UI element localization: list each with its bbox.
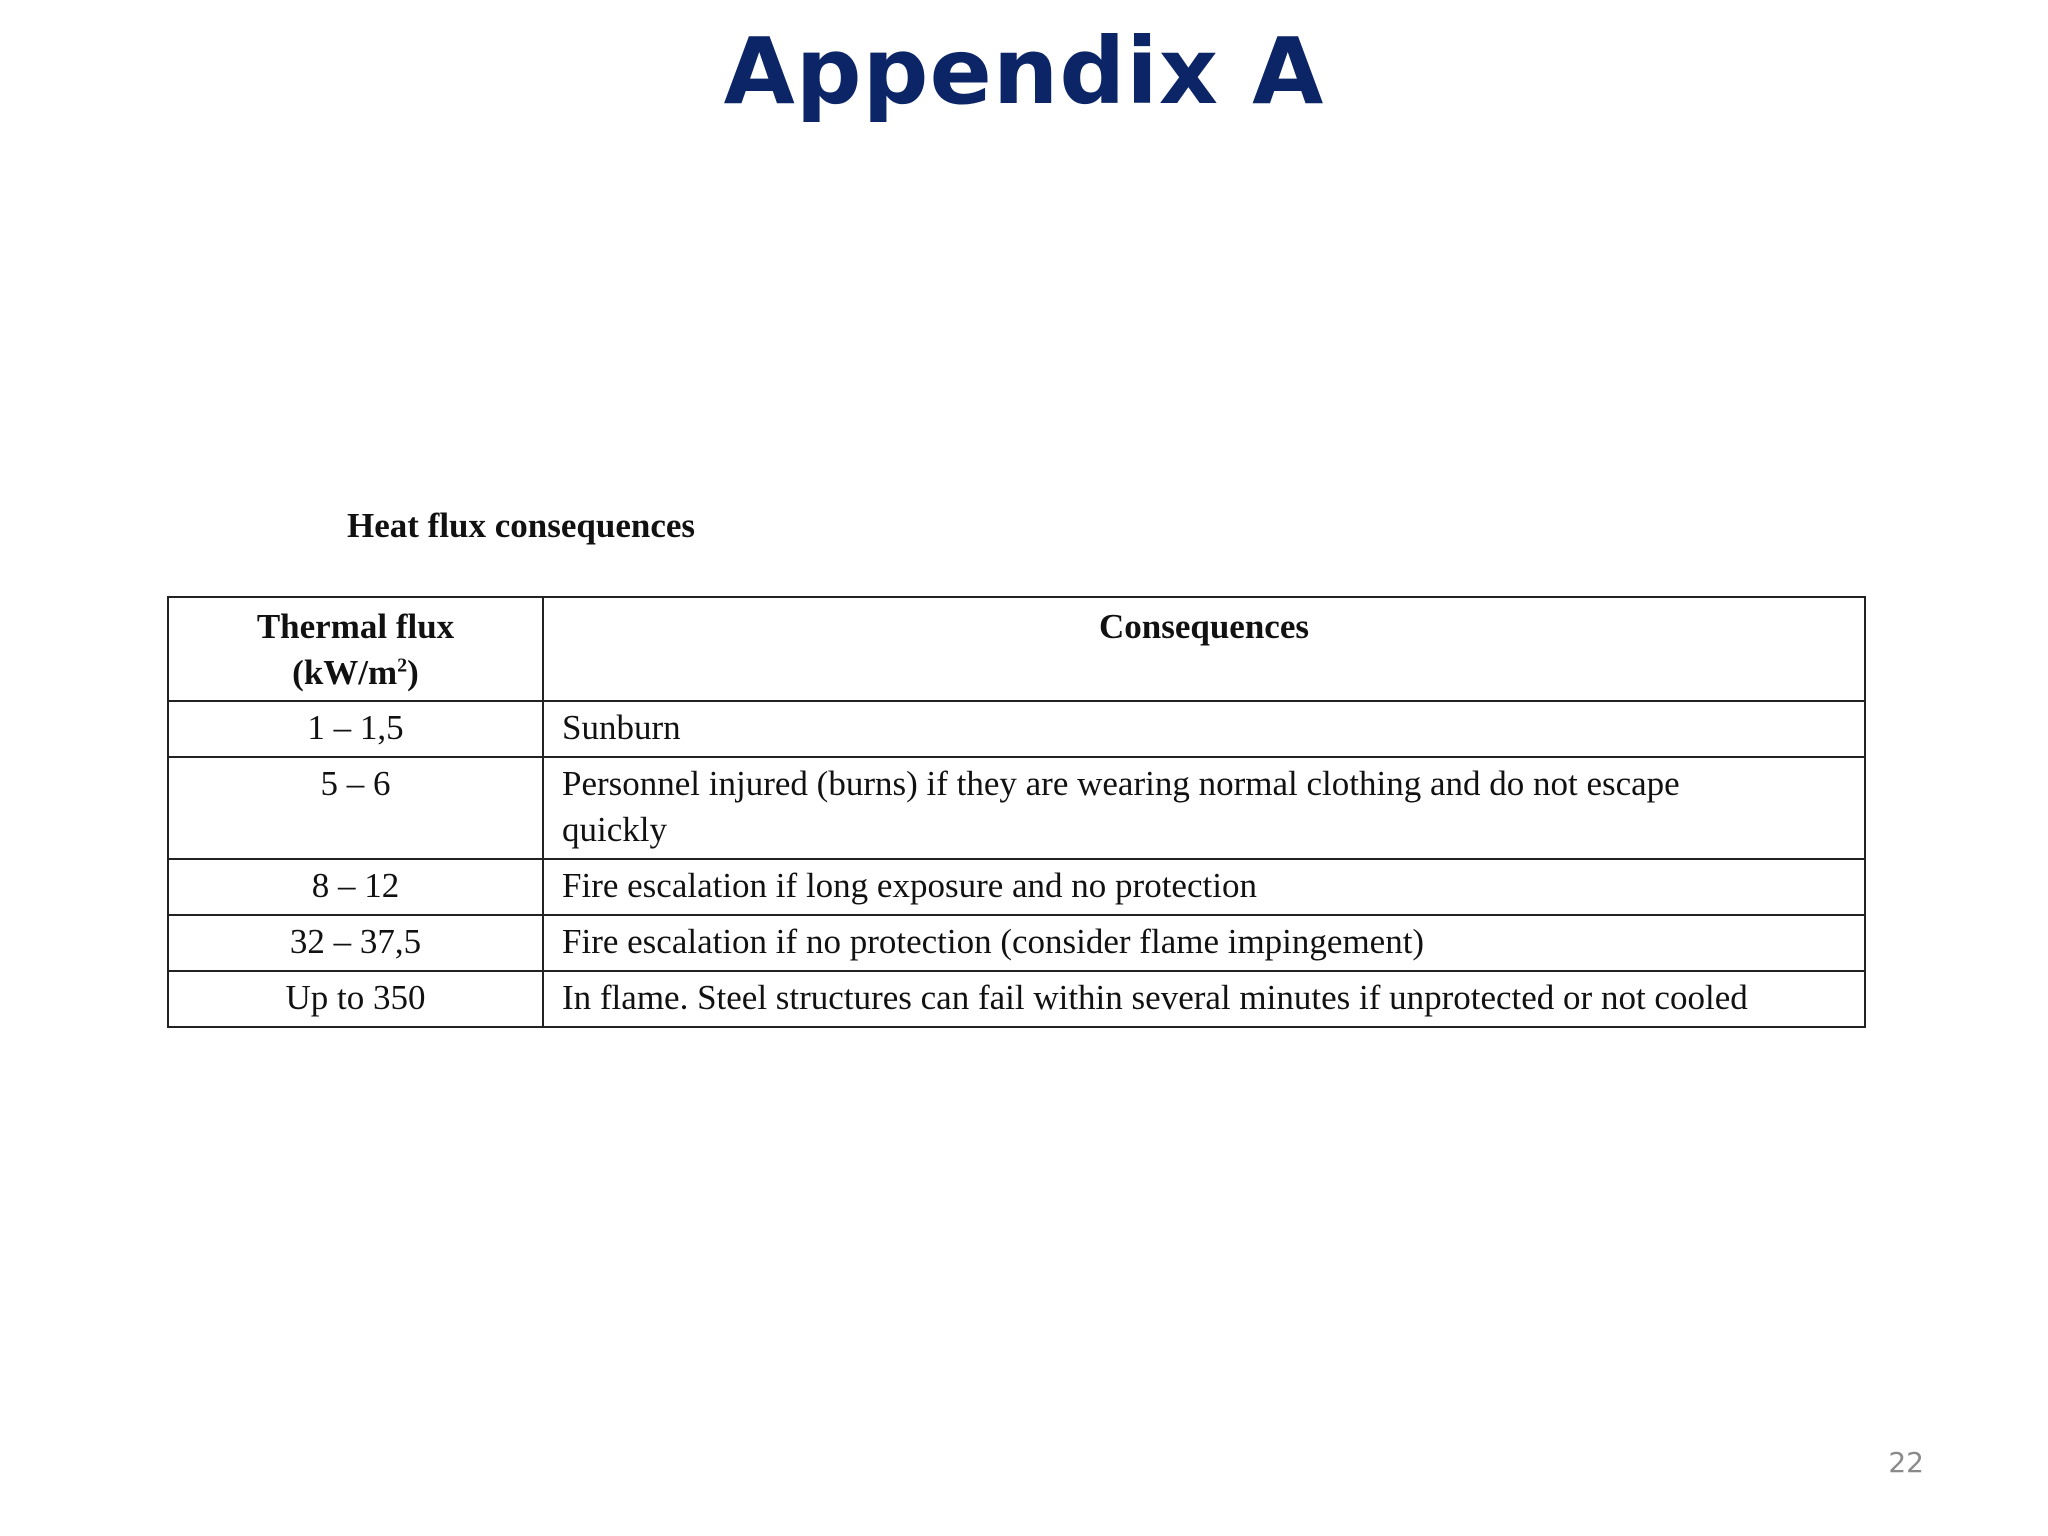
table-row [168, 701, 1865, 757]
heat-flux-table [167, 596, 1866, 1028]
table-row [168, 859, 1865, 915]
consequence-cell: Fire escalation if long exposure and no protection [543, 859, 1865, 915]
flux-cell: 5 – 6 [168, 757, 543, 859]
consequence-cell: In flame. Steel structures can fail within several minutes if unprotected or not cooled [543, 971, 1865, 1027]
unit-superscript: 2 [397, 654, 408, 677]
header-consequences: Consequences [543, 597, 1865, 701]
consequence-cell: Fire escalation if no protection (consider flame impingement) [543, 915, 1865, 971]
page-number: 22 [1888, 1446, 1924, 1479]
header-thermal-flux-unit: $(kW/m^2)$ [292, 653, 419, 692]
header-thermal-flux-label: Thermal flux [256, 607, 455, 646]
table-row [168, 757, 1865, 859]
table-row [168, 971, 1865, 1027]
table-row [168, 915, 1865, 971]
flux-cell: 32 – 37,5 [168, 915, 543, 971]
table-caption: Heat flux consequences [347, 506, 696, 545]
flux-cell: Up to 350 [168, 971, 543, 1027]
consequence-cell: Personnel injured (burns) if they are wearing normal clothing and do not escape quickly [543, 757, 1865, 859]
slide-title: Appendix A [723, 18, 1325, 125]
flux-cell: 1 – 1,5 [168, 701, 543, 757]
consequence-cell: Sunburn [543, 701, 1865, 757]
header-thermal-flux [168, 597, 543, 701]
flux-cell: 8 – 12 [168, 859, 543, 915]
table-header-row [168, 597, 1865, 701]
